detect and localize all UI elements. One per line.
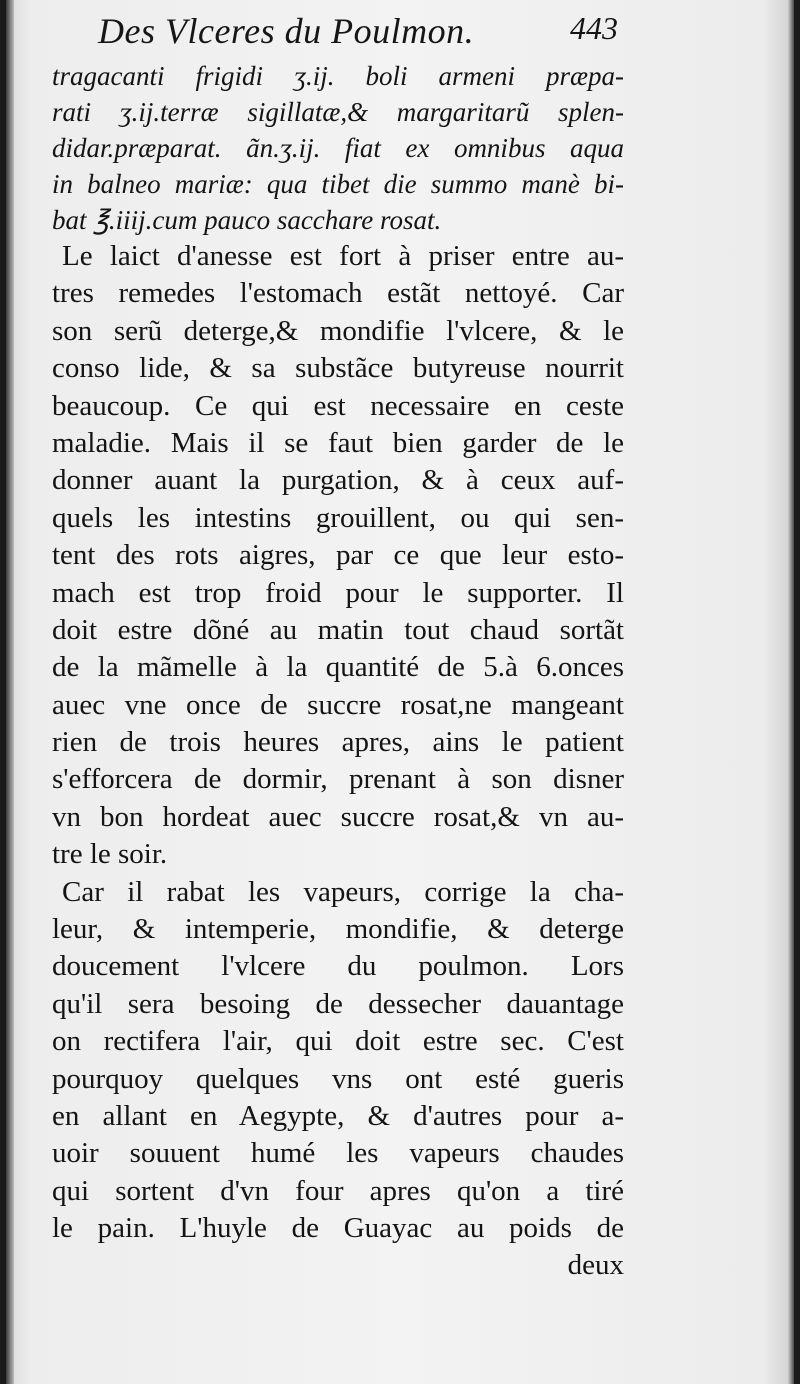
text-line: qu'il sera besoing de dessecher dauantage xyxy=(52,987,624,1020)
text-line: Car il rabat les vapeurs, corrige la cha- xyxy=(62,875,624,908)
text-line: on rectifera l'air, qui doit estre sec. C'est xyxy=(52,1025,624,1058)
text-line: beaucoup. Ce qui est necessaire en ceste xyxy=(52,389,624,422)
text-line: s'efforcera de dormir, prenant à son disner xyxy=(52,763,624,796)
text-line: Le laict d'anesse est fort à priser entre au- xyxy=(62,240,624,272)
page-header xyxy=(98,10,618,54)
paragraph-2 xyxy=(52,874,624,1248)
latin-prescription xyxy=(52,58,624,238)
page-number: 443 xyxy=(570,10,618,46)
running-head: Des Vlceres du Poulmon. xyxy=(98,11,475,51)
text-line: rien de trois heures apres, ains le patient xyxy=(52,726,624,759)
paragraph-1 xyxy=(52,238,624,874)
text-line: doit estre dõné au matin tout chaud sortãt xyxy=(52,613,624,646)
page-right-edge xyxy=(788,0,794,1384)
text-line: son serũ deterge,& mondifie l'vlcere, & le xyxy=(52,314,624,347)
text-line: tres remedes l'estomach estãt nettoyé. Car xyxy=(52,277,624,310)
text-line: bat ℥.iiij.cum pauco sacchare rosat. xyxy=(52,205,442,235)
text-line: auec vne once de succre rosat,ne mangeant xyxy=(52,688,624,721)
text-line: didar.præparat. ãn.ʒ.ij. fiat ex omnibus aqua xyxy=(52,133,624,163)
text-line: tent des rots aigres, par ce que leur esto- xyxy=(52,539,624,572)
text-line: rati ʒ.ij.terræ sigillatæ,& margaritarũ splen- xyxy=(52,97,624,127)
text-line: maladie. Mais il se faut bien garder de le xyxy=(52,426,624,459)
text-line: qui sortent d'vn four apres qu'on a tiré xyxy=(52,1174,624,1207)
book-page xyxy=(6,0,794,1384)
text-line: mach est trop froid pour le supporter. Il xyxy=(52,576,624,609)
text-line: vn bon hordeat auec succre rosat,& vn au- xyxy=(52,800,624,833)
text-line: le pain. L'huyle de Guayac au poids de xyxy=(52,1212,624,1245)
text-line: doucement l'vlcere du poulmon. Lors xyxy=(52,950,624,983)
text-line: tragacanti frigidi ʒ.ij. boli armeni præpa- xyxy=(52,61,624,91)
page-left-edge xyxy=(6,0,14,1384)
text-line: conso lide, & sa substãce butyreuse nourrit xyxy=(52,352,624,385)
text-line: de la mãmelle à la quantité de 5.à 6.onces xyxy=(52,651,624,684)
text-line: uoir souuent humé les vapeurs chaudes xyxy=(52,1137,624,1170)
page-body xyxy=(52,58,624,1282)
text-line: leur, & intemperie, mondifie, & deterge xyxy=(52,913,624,946)
text-line: pourquoy quelques vns ont esté gueris xyxy=(52,1062,624,1095)
text-line: tre le soir. xyxy=(52,838,168,871)
catchword: deux xyxy=(567,1248,624,1281)
text-line: quels les intestins grouillent, ou qui sen- xyxy=(52,501,624,534)
text-line: in balneo mariæ: qua tibet die summo manè bi- xyxy=(52,169,624,199)
text-line: donner auant la purgation, & à ceux auf- xyxy=(52,464,624,497)
text-line: en allant en Aegypte, & d'autres pour a- xyxy=(52,1099,624,1132)
